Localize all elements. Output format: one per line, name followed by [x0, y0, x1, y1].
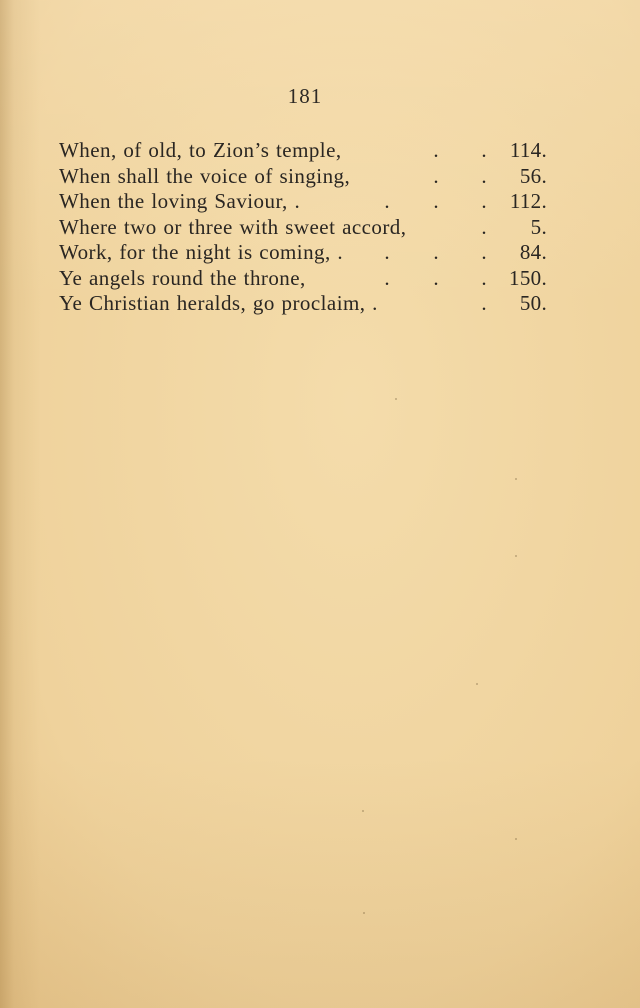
leader-dot: .	[384, 240, 390, 264]
index-entry	[59, 138, 547, 164]
entry-page-number: 84.	[519, 240, 547, 264]
leader-dot: .	[433, 163, 439, 188]
paper-speck	[515, 478, 517, 480]
paper-speck	[363, 912, 365, 914]
leader-dot: .	[384, 189, 390, 213]
leader-dot: .	[481, 189, 487, 213]
entry-page-number: 114.	[509, 138, 547, 162]
paper-speck	[515, 838, 517, 840]
leader-dot: .	[433, 138, 439, 162]
index-entry	[59, 240, 547, 266]
leader-dot: .	[481, 265, 487, 290]
entry-title: When the loving Saviour, .	[59, 189, 301, 213]
leader-dot: .	[433, 265, 439, 290]
leader-dot: .	[433, 240, 439, 264]
index-entry	[59, 215, 547, 241]
leader-dot: .	[433, 189, 439, 213]
paper-speck	[362, 810, 364, 812]
paper-speck	[515, 555, 517, 557]
index-entry	[59, 164, 547, 190]
entry-title: Work, for the night is coming, .	[59, 240, 344, 264]
entry-page-number: 112.	[509, 189, 547, 213]
index-entry	[59, 189, 547, 215]
entry-title: When, of old, to Zion’s temple,	[59, 138, 342, 162]
leader-dot: .	[481, 163, 487, 188]
index-entry	[59, 266, 547, 292]
entry-title: Where two or three with sweet accord,	[59, 214, 407, 239]
entry-title: When shall the voice of singing,	[59, 163, 351, 188]
entry-title: Ye angels round the throne,	[59, 265, 306, 290]
index-entry	[59, 291, 547, 317]
entry-page-number: 150.	[509, 265, 547, 290]
page-number: 181	[287, 84, 323, 108]
paper-speck	[476, 683, 478, 685]
leader-dot: .	[384, 265, 390, 290]
leader-dot: .	[481, 291, 487, 315]
hymn-index-list	[59, 138, 547, 317]
entry-title: Ye Christian heralds, go proclaim, .	[59, 291, 378, 315]
leader-dot: .	[481, 138, 487, 162]
leader-dot: .	[481, 214, 487, 239]
leader-dot: .	[481, 240, 487, 264]
entry-page-number: 50.	[519, 291, 547, 315]
paper-speck	[395, 398, 397, 400]
entry-page-number: 56.	[519, 163, 547, 188]
entry-page-number: 5.	[530, 214, 547, 239]
